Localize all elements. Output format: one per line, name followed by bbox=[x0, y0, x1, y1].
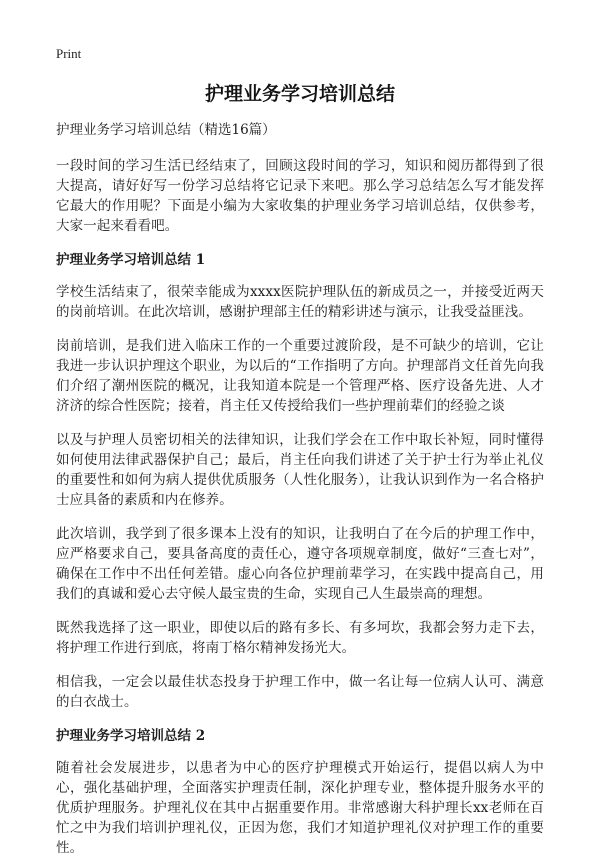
print-link[interactable]: Print bbox=[56, 46, 82, 61]
section-heading: 护理业务学习培训总结 2 bbox=[56, 728, 206, 744]
intro-paragraph: 一段时间的学习生活已经结束了，回顾这段时间的学习，知识和阅历都得到了很大提高，请好好写一份学习总结将它记录下来吧。那么学习总结怎么写才能发挥它最大的作用呢？下面是小编为大家收集的护理业务学习培训总结，仅供参考，大家一起来看看吧。 bbox=[56, 158, 544, 234]
paragraph: 岗前培训，是我们进入临床工作的一个重要过渡阶段，是不可缺少的培训，它让我进一步认识护理这个职业，为以后的“工作指明了方向。护理部肖文任首先向我们介绍了潮州医院的概况，让我知道本院是一个管理严格、医疗设备先进、人才济济的综合性医院；接着，肖主任又传授给我们一些护理前辈们的经验之谈 bbox=[56, 338, 544, 414]
section-1 bbox=[56, 250, 544, 712]
paragraph: 相信我，一定会以最佳状态投身于护理工作中，做一名让每一位病人认可、满意的白衣战士。 bbox=[56, 674, 544, 710]
paragraph: 学校生活结束了，很荣幸能成为xxxx医院护理队伍的新成员之一，并接受近两天的岗前培训。在此次培训，感谢护理部主任的精彩讲述与演示，让我受益匪浅。 bbox=[56, 284, 544, 320]
paragraph: 随着社会发展进步，以患者为中心的医疗护理模式开始运行，提倡以病人为中心，强化基础护理，全面落实护理责任制，深化护理专业，整体提升服务水平的优质护理服务。护理礼仪在其中占据重要作用。非常感谢大科护理长xx老师在百忙之中为我们培训护理礼仪，正因为您，我们才知道护理礼仪对护理工作的重要性。 bbox=[56, 760, 544, 856]
paragraph: 既然我选择了这一职业，即使以后的路有多长、有多坷坎，我都会努力走下去，将护理工作进行到底，将南丁格尔精神发扬光大。 bbox=[56, 620, 544, 656]
section-2 bbox=[56, 726, 544, 858]
page-title: 护理业务学习培训总结 bbox=[204, 83, 395, 105]
document-subtitle: 护理业务学习培训总结（精选16篇） bbox=[56, 122, 276, 138]
section-heading: 护理业务学习培训总结 1 bbox=[56, 252, 206, 268]
paragraph: 此次培训，我学到了很多课本上没有的知识，让我明白了在今后的护理工作中，应严格要求自己，要具备高度的责任心，遵守各项规章制度，做好“三查七对”，确保在工作中不出任何差错。虚心向各位护理前辈学习，在实践中提高自己，用我们的真诚和爱心去守候人最宝贵的生命，实现自己人生最崇高的理想。 bbox=[56, 526, 544, 602]
paragraph: 以及与护理人员密切相关的法律知识，让我们学会在工作中取长补短，同时懂得如何使用法律武器保护自己；最后，肖主任向我们讲述了关于护士行为举止礼仪的重要性和如何为病人提供优质服务（人性化服务），让我认识到作为一名合格护士应具备的素质和内在修养。 bbox=[56, 432, 544, 508]
